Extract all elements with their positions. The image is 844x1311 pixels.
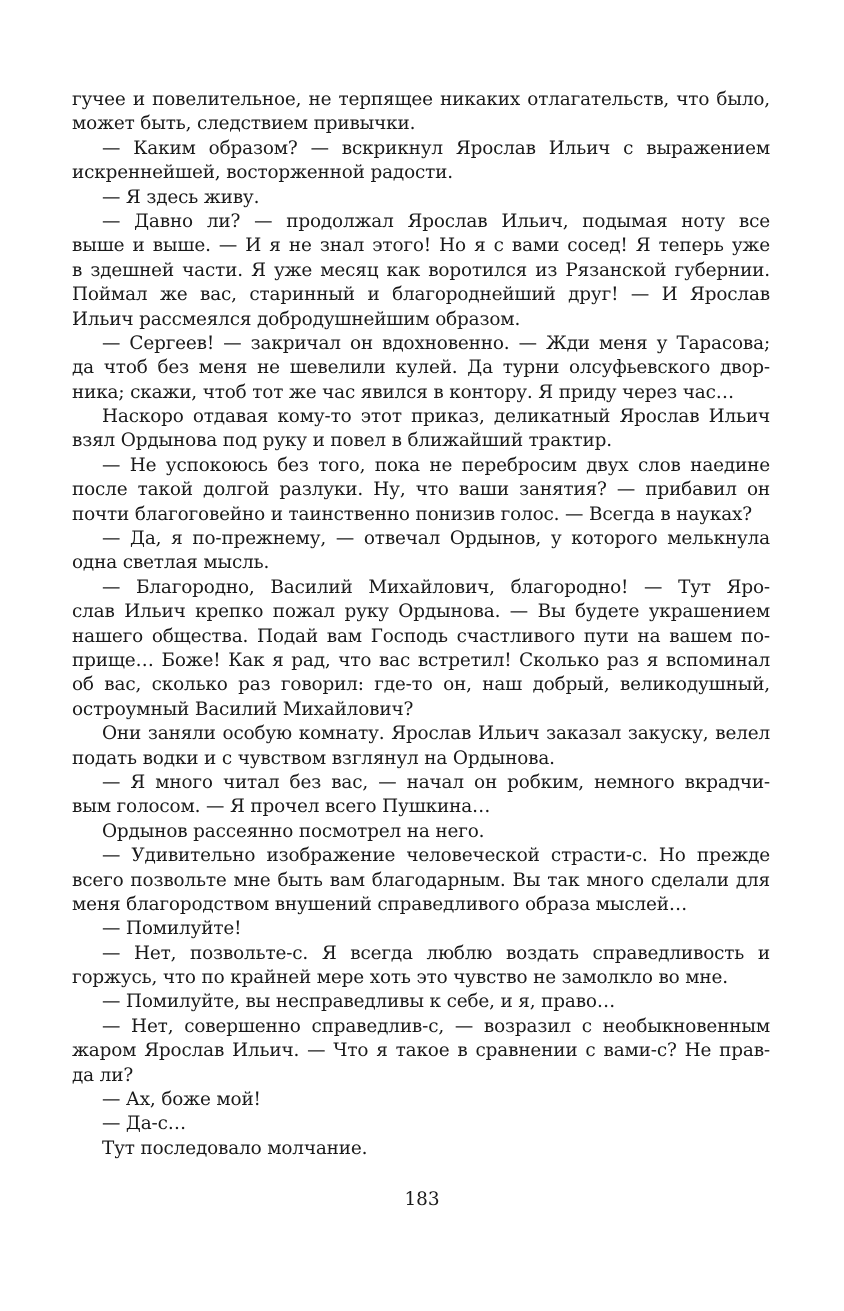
text-line: Поймал же вас, старинный и благороднейший друг! — И Ярослав: [72, 284, 770, 306]
text-line: остроумный Василий Михайлович?: [72, 698, 414, 720]
text-line: Они заняли особую комнату. Ярослав Ильич заказал закуску, велел: [102, 723, 770, 745]
text-line: Наскоро отдавая кому-то этот приказ, деликатный Ярослав Ильич: [102, 406, 770, 428]
text-line: — Помилуйте!: [102, 918, 242, 940]
text-line: одна светлая мысль.: [72, 552, 270, 574]
text-line: — Благородно, Василий Михайлович, благородно! — Тут Яро-: [102, 576, 770, 598]
text-line: — Каким образом? — вскрикнул Ярослав Ильич с выражением: [102, 137, 770, 159]
text-line: прище… Боже! Как я рад, что вас встретил! Сколько раз я вспоминал: [72, 649, 770, 671]
paragraph: [72, 405, 770, 454]
text-line: после такой долгой разлуки. Ну, что ваши занятия? — прибавил он: [72, 479, 770, 501]
text-line: нашего общества. Подай вам Господь счастливого пути на вашем по-: [72, 625, 770, 647]
text-line: да ли?: [72, 1064, 134, 1086]
paragraph: [72, 454, 770, 527]
paragraph: [72, 820, 770, 844]
paragraph: [72, 186, 770, 210]
text-line: — Я много читал без вас, — начал он робким, немного вкрадчи-: [102, 771, 770, 793]
text-line: — Ах, боже мой!: [102, 1089, 261, 1111]
text-line: — Да-с…: [102, 1113, 187, 1135]
text-line: — Давно ли? — продолжал Ярослав Ильич, подымая ноту все: [102, 210, 770, 232]
text-line: — Да, я по-прежнему, — отвечал Ордынов, у которого мелькнула: [102, 528, 770, 550]
text-line: Тут последовало молчание.: [102, 1137, 368, 1159]
text-line: в здешней части. Я уже месяц как воротился из Рязанской губернии.: [72, 259, 770, 281]
text-line: почти благоговейно и таинственно понизив голос. — Всегда в науках?: [72, 503, 752, 525]
page-number: 183: [404, 1189, 440, 1210]
paragraph: [72, 332, 770, 405]
text-line: слав Ильич крепко пожал руку Ордынова. — Вы будете украшением: [72, 601, 770, 623]
text-line: Ордынов рассеянно посмотрел на него.: [102, 820, 485, 842]
paragraph: [72, 942, 770, 991]
paragraph: [72, 1088, 770, 1112]
text-line: выше и выше. — И я не знал этого! Но я с вами сосед! Я теперь уже: [72, 235, 770, 257]
paragraph: [72, 1015, 770, 1088]
text-line: — Помилуйте, вы несправедливы к себе, и я, право…: [102, 991, 616, 1013]
paragraph: [72, 917, 770, 941]
page-body: [72, 88, 770, 1161]
text-line: — Нет, совершенно справедлив-с, — возразил с необыкновенным: [102, 1015, 770, 1037]
text-line: меня благородством внушений справедливого образа мыслей…: [72, 893, 688, 915]
paragraph: [72, 990, 770, 1014]
text-line: — Удивительно изображение человеческой страсти-с. Но прежде: [102, 845, 770, 867]
paragraph: [72, 576, 770, 722]
text-line: горжусь, что по крайней мере хоть это чувство не замолкло во мне.: [72, 967, 728, 989]
paragraph: [72, 1112, 770, 1136]
text-line: жаром Ярослав Ильич. — Что я такое в сравнении с вами-с? Не прав-: [72, 1040, 770, 1062]
text-line: — Нет, позвольте-с. Я всегда люблю воздать справедливость и: [102, 942, 770, 964]
paragraph: [72, 722, 770, 771]
paragraph: [72, 137, 770, 186]
text-line: может быть, следствием привычки.: [72, 113, 416, 135]
text-line: гучее и повелительное, не терпящее никаких отлагательств, что было,: [72, 89, 770, 110]
paragraph: [72, 527, 770, 576]
text-line: взял Ордынова под руку и повел в ближайший трактир.: [72, 430, 612, 452]
paragraph: [72, 844, 770, 917]
text-line: вым голосом. — Я прочел всего Пушкина…: [72, 796, 491, 818]
text-line: всего позвольте мне быть вам благодарным. Вы так много сделали для: [72, 869, 770, 891]
text-line: ника; скажи, чтоб тот же час явился в контору. Я приду через час…: [72, 381, 734, 403]
paragraph: [72, 88, 770, 137]
text-line: об вас, сколько раз говорил: где-то он, наш добрый, великодушный,: [72, 674, 770, 696]
text-line: — Я здесь живу.: [102, 186, 260, 208]
text-line: — Не успокоюсь без того, пока не перебросим двух слов наедине: [102, 454, 770, 476]
text-line: Ильич рассмеялся добродушнейшим образом.: [72, 308, 521, 330]
paragraph: [72, 210, 770, 332]
paragraph: [72, 771, 770, 820]
text-line: да чтоб без меня не шевелили кулей. Да турни олсуфьевского двор-: [72, 357, 770, 379]
text-line: — Сергеев! — закричал он вдохновенно. — Жди меня у Тарасова;: [102, 332, 770, 354]
text-line: искреннейшей, восторженной радости.: [72, 162, 453, 184]
text-line: подать водки и с чувством взглянул на Ордынова.: [72, 747, 555, 769]
paragraph: [72, 1137, 770, 1161]
